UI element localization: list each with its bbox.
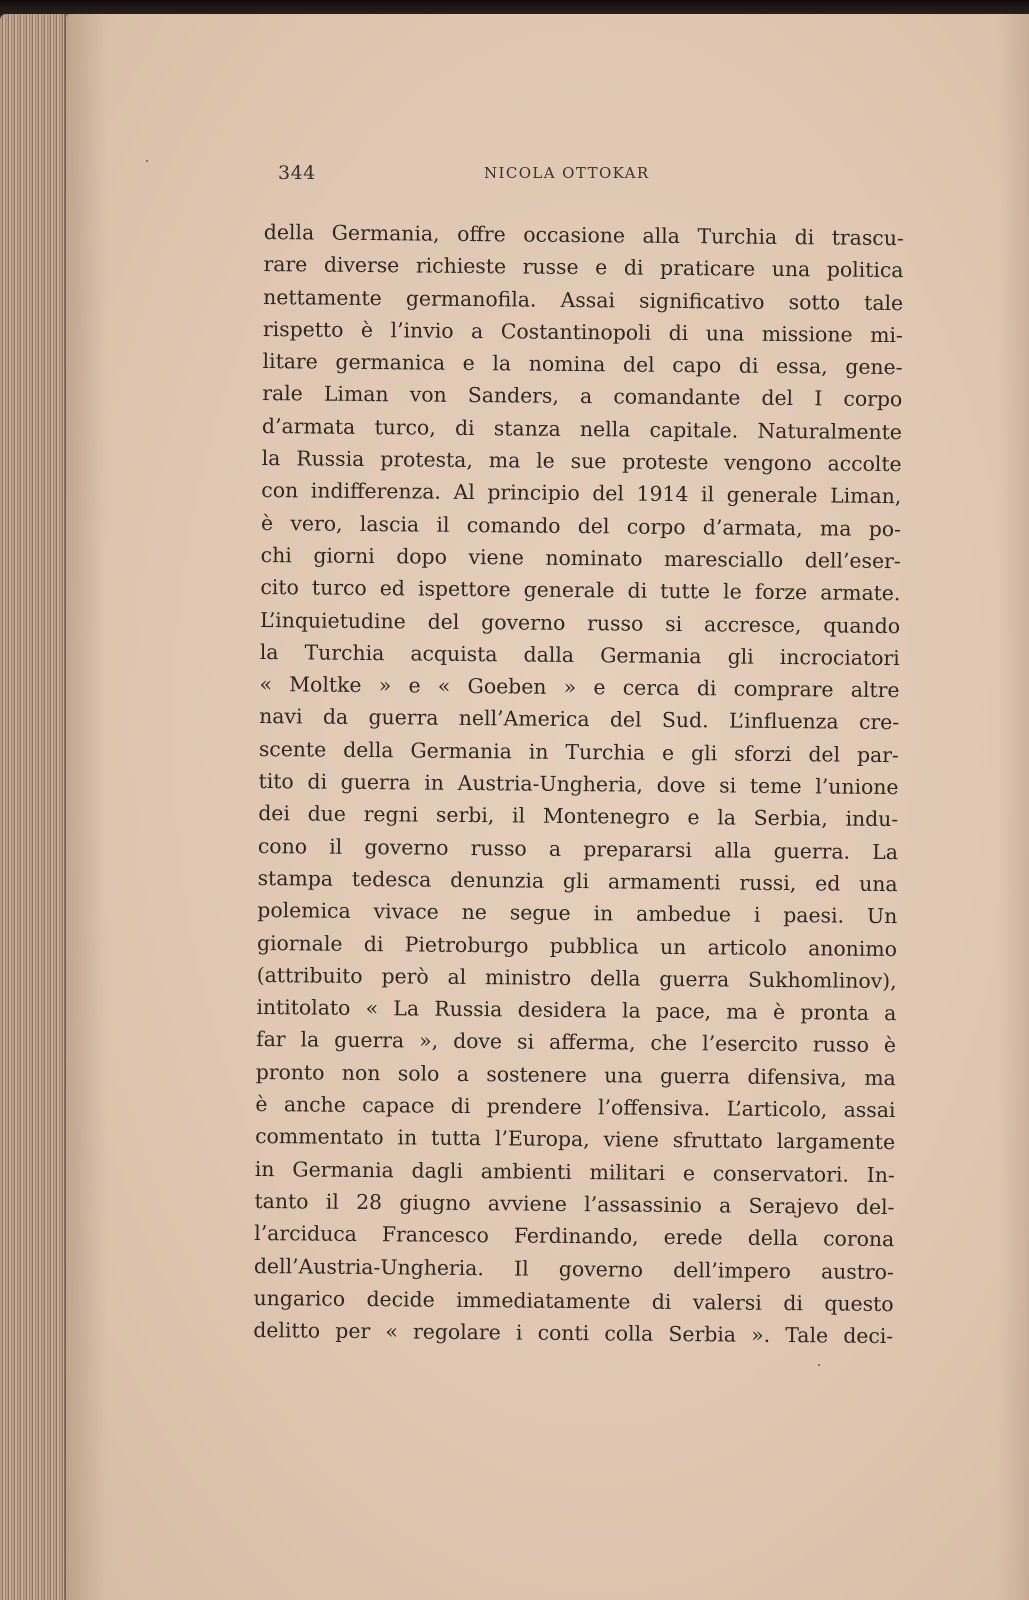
text-line: cito turco ed ispettore generale di tutte le forze armate. — [260, 575, 901, 606]
text-line: (attribuito però al ministro della guerra Sukhomlinov), — [256, 962, 897, 993]
text-line: polemica vivace ne segue in ambedue i paesi. Un — [257, 898, 898, 929]
text-line: la Turchia acquista dalla Germania gli incrociatori — [259, 639, 900, 670]
text-line: scente della Germania in Turchia e gli sforzi del par- — [258, 736, 899, 767]
text-line: L’inquietudine del governo russo si accresce, quando — [260, 607, 901, 638]
paper-speck — [146, 160, 148, 162]
text-line: intitolato « La Russia desidera la pace, ma è pronta a — [256, 995, 897, 1026]
text-line: « Moltke » e « Goeben » e cerca di comprare altre — [259, 672, 900, 703]
text-line: dei due regni serbi, il Montenegro e la Serbia, indu- — [258, 801, 899, 832]
running-head-author: NICOLA OTTOKAR — [484, 164, 650, 182]
text-line: giornale di Pietroburgo pubblica un articolo anonimo — [256, 930, 898, 961]
text-line: della Germania, offre occasione alla Turchia di trascu- — [263, 219, 904, 251]
text-line: rispetto è l’invio a Costantinopoli di una missione mi- — [262, 316, 904, 348]
text-line: d’armata turco, di stanza nella capitale. Naturalmente — [261, 413, 903, 444]
text-line: rale Liman von Sanders, a comandante del I corpo — [262, 381, 903, 412]
text-line: ungarico decide immediatamente di valersi di questo — [253, 1285, 894, 1316]
text-line: navi da guerra nell’America del Sud. L’influenza cre- — [259, 704, 900, 735]
text-line: delitto per « regolare i conti colla Serbia ». Tale deci- — [253, 1318, 894, 1349]
text-line: è anche capace di prendere l’offensiva. L’articolo, assai — [255, 1091, 896, 1123]
text-line: chi giorni dopo viene nominato maresciallo dell’eser- — [260, 542, 901, 574]
text-line: pronto non solo a sostenere una guerra difensiva, ma — [255, 1059, 896, 1090]
text-line: in Germania dagli ambienti militari e conservatori. In- — [254, 1156, 895, 1187]
text-line: tito di guerra in Austria-Ungheria, dove si teme l’unione — [258, 769, 899, 800]
text-line: far la guerra », dove si afferma, che l’esercito russo è — [255, 1027, 897, 1058]
text-line: dell’Austria-Ungheria. Il governo dell’impero austro- — [253, 1253, 895, 1284]
text-line: l’arciduca Francesco Ferdinando, erede della corona — [254, 1221, 895, 1252]
text-line: è vero, lascia il comando del corpo d’armata, ma po- — [260, 510, 902, 541]
body-text — [253, 216, 904, 1352]
text-line: rare diverse richieste russe e di praticare una politica — [263, 252, 904, 283]
text-line: la Russia protesta, ma le sue proteste vengono accolte — [261, 446, 902, 477]
text-line: cono il governo russo a prepararsi alla guerra. La — [257, 833, 899, 864]
text-line: litare germanica e la nomina del capo di essa, gene- — [262, 349, 903, 380]
text-line: nettamente germanofila. Assai significativo sotto tale — [263, 284, 904, 315]
text-line: commentato in tutta l’Europa, viene sfruttato largamente — [255, 1124, 896, 1155]
page-number: 344 — [278, 162, 316, 184]
running-head — [278, 162, 678, 186]
text-line: stampa tedesca denunzia gli armamenti russi, ed una — [257, 865, 898, 897]
text-line: con indifferenza. Al principio del 1914 il generale Liman, — [261, 478, 902, 509]
paper-speck — [818, 1364, 820, 1366]
text-line: tanto il 28 giugno avviene l’assassinio a Serajevo del- — [254, 1188, 895, 1220]
